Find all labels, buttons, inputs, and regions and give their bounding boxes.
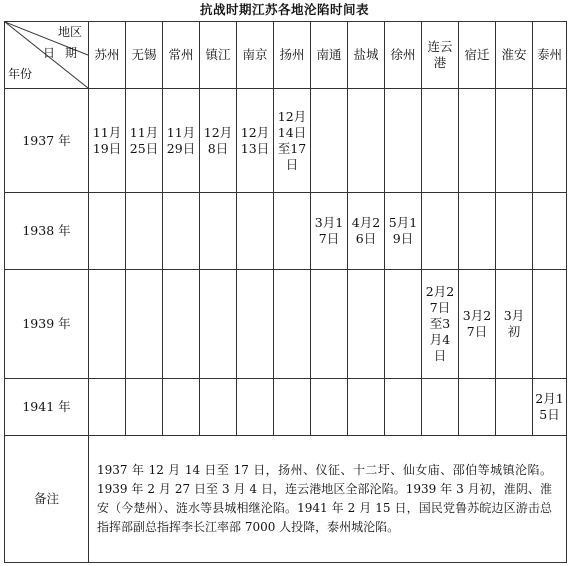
region-header: 连云港 bbox=[422, 22, 459, 89]
date-cell bbox=[533, 270, 567, 379]
year-cell: 1938 年 bbox=[5, 193, 89, 270]
region-header: 苏州 bbox=[89, 22, 126, 89]
date-cell bbox=[496, 379, 533, 436]
date-cell bbox=[385, 270, 422, 379]
region-header: 徐州 bbox=[385, 22, 422, 89]
table-title: 抗战时期江苏各地沦陷时间表 bbox=[199, 2, 369, 17]
table-row bbox=[5, 270, 567, 379]
date-cell: 2月27日至3月4日 bbox=[422, 270, 459, 379]
date-cell: 12月13日 bbox=[237, 89, 274, 193]
table-row bbox=[5, 193, 567, 270]
date-cell bbox=[459, 89, 496, 193]
date-cell bbox=[200, 379, 237, 436]
region-header: 宿迁 bbox=[459, 22, 496, 89]
region-header: 盐城 bbox=[348, 22, 385, 89]
date-cell bbox=[126, 379, 163, 436]
date-cell bbox=[422, 379, 459, 436]
date-cell bbox=[385, 89, 422, 193]
region-header: 南通 bbox=[311, 22, 348, 89]
date-cell bbox=[237, 193, 274, 270]
date-cell bbox=[163, 379, 200, 436]
corner-year-label: 年份 bbox=[8, 67, 33, 81]
date-cell bbox=[274, 379, 311, 436]
table-row bbox=[5, 89, 567, 193]
date-cell bbox=[237, 270, 274, 379]
year-cell: 1941 年 bbox=[5, 379, 89, 436]
date-cell bbox=[348, 270, 385, 379]
date-cell: 12月8日 bbox=[200, 89, 237, 193]
note-label: 备注 bbox=[5, 436, 89, 563]
date-cell bbox=[89, 379, 126, 436]
header-row bbox=[5, 22, 567, 89]
date-cell: 12月14日至17日 bbox=[274, 89, 311, 193]
date-cell bbox=[163, 270, 200, 379]
date-cell: 11月29日 bbox=[163, 89, 200, 193]
date-cell bbox=[422, 89, 459, 193]
date-cell bbox=[89, 270, 126, 379]
occupation-timeline-table bbox=[4, 21, 567, 563]
corner-region-label: 地区 bbox=[57, 25, 82, 39]
note-text: 1937 年 12 月 14 日至 17 日，扬州、仪征、十二圩、仙女庙、邵伯等城镇沦陷。1939 年 2 月 27 日至 3 月 4 日，连云港地区全部沦陷。1939 年 3 月初，淮阴、淮安（今楚州）、涟水等县城相继沦陷。1941 年 2 月 15 日，国民党鲁苏皖边区游击总指挥部副总指挥李长江率部 7000 人投降，泰州城沦陷。 bbox=[89, 436, 567, 563]
date-cell bbox=[89, 193, 126, 270]
date-cell bbox=[348, 89, 385, 193]
date-cell bbox=[496, 89, 533, 193]
region-header: 镇江 bbox=[200, 22, 237, 89]
note-row bbox=[5, 436, 567, 563]
date-cell: 11月25日 bbox=[126, 89, 163, 193]
date-cell: 3月27日 bbox=[459, 270, 496, 379]
date-cell bbox=[422, 193, 459, 270]
date-cell bbox=[200, 193, 237, 270]
date-cell bbox=[200, 270, 237, 379]
date-cell bbox=[274, 193, 311, 270]
date-cell bbox=[311, 379, 348, 436]
date-cell bbox=[163, 193, 200, 270]
date-cell bbox=[348, 379, 385, 436]
region-header: 常州 bbox=[163, 22, 200, 89]
date-cell: 5月19日 bbox=[385, 193, 422, 270]
year-cell: 1939 年 bbox=[5, 270, 89, 379]
date-cell bbox=[385, 379, 422, 436]
date-cell: 11月19日 bbox=[89, 89, 126, 193]
date-cell bbox=[311, 89, 348, 193]
date-cell bbox=[459, 193, 496, 270]
year-cell: 1937 年 bbox=[5, 89, 89, 193]
corner-date-label: 日期 bbox=[43, 46, 88, 60]
date-cell bbox=[533, 193, 567, 270]
date-cell bbox=[126, 193, 163, 270]
date-cell bbox=[459, 379, 496, 436]
date-cell bbox=[237, 379, 274, 436]
corner-cell bbox=[5, 22, 89, 89]
date-cell bbox=[533, 89, 567, 193]
region-header: 南京 bbox=[237, 22, 274, 89]
date-cell: 3月17日 bbox=[311, 193, 348, 270]
region-header: 无锡 bbox=[126, 22, 163, 89]
date-cell: 4月26日 bbox=[348, 193, 385, 270]
date-cell: 3月初 bbox=[496, 270, 533, 379]
region-header: 淮安 bbox=[496, 22, 533, 89]
table-row bbox=[5, 379, 567, 436]
date-cell bbox=[496, 193, 533, 270]
region-header: 泰州 bbox=[533, 22, 567, 89]
date-cell bbox=[311, 270, 348, 379]
date-cell bbox=[274, 270, 311, 379]
date-cell bbox=[126, 270, 163, 379]
region-header: 扬州 bbox=[274, 22, 311, 89]
date-cell: 2月15日 bbox=[533, 379, 567, 436]
